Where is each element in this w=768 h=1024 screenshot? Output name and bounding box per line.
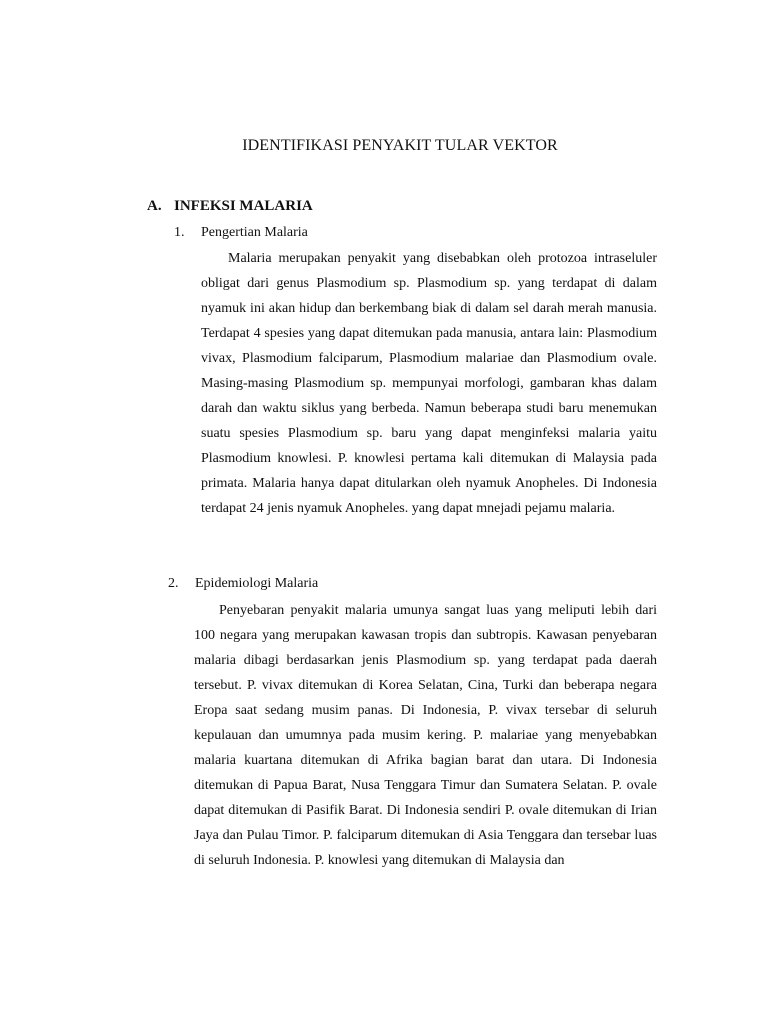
subsection-title: Epidemiologi Malaria	[195, 576, 319, 591]
subsection-paragraph-2: Penyebaran penyakit malaria umunya sangat luas yang meliputi lebih dari 100 negara yang merupakan kawasan tropis dan subtropis. Kawasan penyebaran malaria dibagi berdasarkan jenis Plasmodium sp. yang terdapat pada daerah tersebut. P. vivax ditemukan di Korea Selatan, Cina, Turki dan beberapa negara Eropa saat sedang musim panas. Di Indonesia, P. vivax tersebar di seluruh kepulauan dan umumnya pada musim kering. P. malariae yang menyebabkan malaria kuartana ditemukan di Afrika bagian barat dan utara. Di Indonesia ditemukan di Papua Barat, Nusa Tenggara Timur dan Sumatera Selatan. P. ovale dapat ditemukan di Pasifik Barat. Di Indonesia sendiri P. ovale ditemukan di Irian Jaya dan Pulau Timor. P. falciparum ditemukan di Asia Tenggara dan tersebar luas di seluruh Indonesia. P. knowlesi yang ditemukan di Malaysia dan	[194, 603, 657, 868]
subsection-heading-1	[174, 225, 308, 241]
subsection-number: 2.	[168, 576, 179, 591]
subsection-title: Pengertian Malaria	[201, 225, 308, 240]
subsection-number: 1.	[174, 225, 185, 240]
section-title: INFEKSI MALARIA	[174, 198, 313, 214]
subsection-heading-2	[168, 576, 318, 592]
document-title: IDENTIFIKASI PENYAKIT TULAR VEKTOR	[242, 137, 558, 154]
section-heading	[147, 198, 313, 215]
section-letter: A.	[147, 198, 162, 214]
subsection-paragraph-1: Malaria merupakan penyakit yang disebabkan oleh protozoa intraseluler obligat dari genus Plasmodium sp. Plasmodium sp. yang terdapat di dalam nyamuk ini akan hidup dan berkembang biak di dalam sel darah merah manusia. Terdapat 4 spesies yang dapat ditemukan pada manusia, antara lain: Plasmodium vivax, Plasmodium falciparum, Plasmodium malariae dan Plasmodium ovale. Masing-masing Plasmodium sp. mempunyai morfologi, gambaran khas dalam darah dan waktu siklus yang berbeda. Namun beberapa studi baru menemukan suatu spesies Plasmodium sp. baru yang dapat menginfeksi malaria yaitu Plasmodium knowlesi. P. knowlesi pertama kali ditemukan di Malaysia pada primata. Malaria hanya dapat ditularkan oleh nyamuk Anopheles. Di Indonesia terdapat 24 jenis nyamuk Anopheles. yang dapat mnejadi pejamu malaria.	[201, 251, 657, 516]
